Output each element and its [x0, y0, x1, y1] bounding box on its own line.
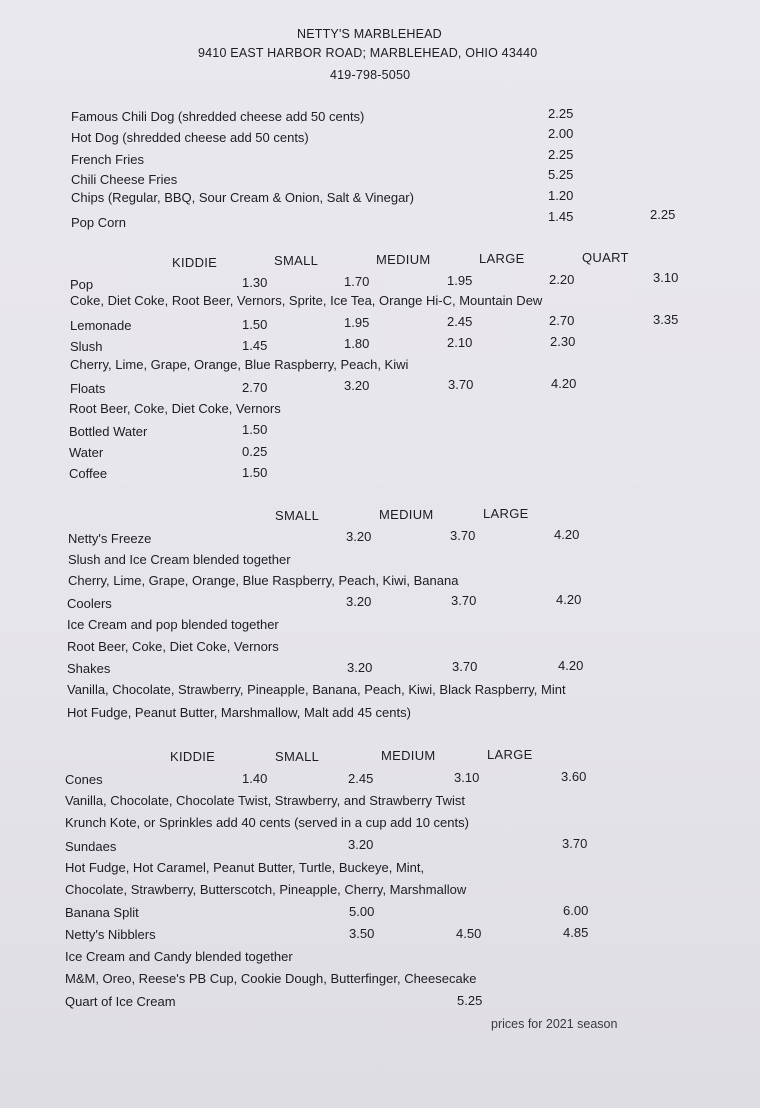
- menu-item-price: 1.50: [242, 317, 268, 332]
- menu-item-label: Slush: [70, 339, 103, 354]
- menu-item-label: Water: [69, 445, 104, 460]
- menu-item-description: Ice Cream and pop blended together: [67, 617, 279, 632]
- menu-item-price: 4.20: [558, 658, 584, 673]
- column-header: MEDIUM: [376, 252, 431, 267]
- menu-item-price: 1.45: [548, 209, 574, 224]
- menu-item-price: 1.50: [242, 465, 268, 480]
- column-header: LARGE: [479, 251, 525, 266]
- menu-item-price: 3.50: [349, 926, 375, 941]
- menu-item-price: 3.70: [448, 377, 474, 392]
- menu-item-price: 2.45: [447, 314, 473, 329]
- menu-item-price: 3.60: [561, 769, 587, 784]
- menu-item-price: 2.20: [549, 272, 575, 287]
- menu-item-price: 3.20: [344, 378, 370, 393]
- menu-item-label: Chili Cheese Fries: [71, 172, 178, 187]
- column-header: QUART: [582, 250, 629, 265]
- menu-item-price: 2.10: [447, 335, 473, 350]
- menu-item-price: 3.20: [346, 529, 372, 544]
- menu-item-price: 3.10: [653, 270, 679, 285]
- menu-item-price: 2.25: [548, 106, 574, 121]
- menu-item-label: Banana Split: [65, 905, 139, 920]
- menu-item-label: Quart of Ice Cream: [65, 994, 176, 1009]
- restaurant-address: 9410 EAST HARBOR ROAD; MARBLEHEAD, OHIO 43440: [198, 46, 538, 60]
- menu-item-price: 1.45: [242, 338, 268, 353]
- menu-item-flavors: M&M, Oreo, Reese's PB Cup, Cookie Dough, Butterfinger, Cheesecake: [65, 971, 477, 986]
- menu-item-label: Chips (Regular, BBQ, Sour Cream & Onion, Salt & Vinegar): [71, 190, 414, 205]
- menu-item-label: Hot Dog (shredded cheese add 50 cents): [71, 130, 309, 145]
- menu-item-price: 2.70: [242, 380, 268, 395]
- menu-item-price: 3.35: [653, 312, 679, 327]
- menu-item-label: Netty's Nibblers: [65, 927, 156, 942]
- menu-item-flavors: Root Beer, Coke, Diet Coke, Vernors: [69, 401, 281, 416]
- menu-item-price: 2.25: [650, 207, 676, 222]
- menu-item-label: Lemonade: [70, 318, 132, 333]
- menu-item-label: Sundaes: [65, 839, 117, 854]
- menu-item-label: Bottled Water: [69, 424, 148, 439]
- menu-item-price: 6.00: [563, 903, 589, 918]
- menu-item-price: 2.25: [548, 147, 574, 162]
- season-note: prices for 2021 season: [491, 1017, 618, 1031]
- menu-item-price: 3.70: [562, 836, 588, 851]
- menu-item-price: 3.70: [452, 659, 478, 674]
- menu-item-price: 3.70: [450, 528, 476, 543]
- column-header: MEDIUM: [379, 507, 434, 522]
- menu-item-price: 4.50: [456, 926, 482, 941]
- menu-item-flavors: Cherry, Lime, Grape, Orange, Blue Raspberry, Peach, Kiwi: [70, 357, 409, 372]
- menu-item-price: 2.45: [348, 771, 374, 786]
- menu-item-price: 1.20: [548, 188, 574, 203]
- menu-item-price: 1.70: [344, 274, 370, 289]
- menu-item-flavors: Vanilla, Chocolate, Strawberry, Pineapple, Banana, Peach, Kiwi, Black Raspberry, Mint: [67, 682, 566, 697]
- menu-item-flavors: Coke, Diet Coke, Root Beer, Vernors, Sprite, Ice Tea, Orange Hi-C, Mountain Dew: [70, 293, 543, 308]
- column-header: SMALL: [274, 253, 319, 268]
- menu-item-label: Floats: [70, 381, 106, 396]
- menu-item-price: 5.00: [349, 904, 375, 919]
- menu-item-price: 4.20: [551, 376, 577, 391]
- column-header: SMALL: [275, 749, 320, 764]
- menu-item-price: 2.70: [549, 313, 575, 328]
- menu-item-price: 1.30: [242, 275, 268, 290]
- menu-item-price: 4.20: [556, 592, 582, 607]
- menu-item-label: Pop Corn: [71, 215, 126, 230]
- menu-item-description: Slush and Ice Cream blended together: [68, 552, 291, 567]
- column-header: KIDDIE: [170, 749, 216, 764]
- menu-item-flavors: Cherry, Lime, Grape, Orange, Blue Raspberry, Peach, Kiwi, Banana: [68, 573, 459, 588]
- restaurant-phone: 419-798-5050: [330, 68, 411, 82]
- menu-item-label: French Fries: [71, 152, 144, 167]
- menu-item-label: Netty's Freeze: [68, 531, 152, 546]
- menu-item-flavors: Hot Fudge, Hot Caramel, Peanut Butter, Turtle, Buckeye, Mint,: [65, 860, 425, 875]
- menu-item-price: 1.80: [344, 336, 370, 351]
- menu-item-label: Pop: [70, 277, 94, 292]
- menu-item-price: 5.25: [548, 167, 574, 182]
- menu-item-price: 5.25: [457, 993, 483, 1008]
- menu-item-price: 3.70: [451, 593, 477, 608]
- menu-item-description: Ice Cream and Candy blended together: [65, 949, 293, 964]
- menu-item-flavors: Vanilla, Chocolate, Chocolate Twist, Strawberry, and Strawberry Twist: [65, 793, 466, 808]
- menu-item-price: 1.50: [242, 422, 268, 437]
- menu-item-price: 2.00: [548, 126, 574, 141]
- menu-item-label: Famous Chili Dog (shredded cheese add 50 cents): [71, 109, 365, 124]
- menu-item-label: Shakes: [67, 661, 111, 676]
- menu-item-label: Coolers: [67, 596, 112, 611]
- restaurant-name: NETTY'S MARBLEHEAD: [297, 27, 442, 41]
- column-header: MEDIUM: [381, 748, 436, 763]
- menu-item-price: 2.30: [550, 334, 576, 349]
- column-header: LARGE: [487, 747, 533, 762]
- menu-item-price: 1.95: [447, 273, 473, 288]
- menu-item-price: 3.20: [346, 594, 372, 609]
- menu-item-extras: Krunch Kote, or Sprinkles add 40 cents (served in a cup add 10 cents): [65, 815, 469, 830]
- column-header: KIDDIE: [172, 255, 218, 270]
- menu-item-price: 3.20: [347, 660, 373, 675]
- menu-item-price: 1.40: [242, 771, 268, 786]
- menu-item-price: 4.85: [563, 925, 589, 940]
- column-header: SMALL: [275, 508, 320, 523]
- menu-item-price: 3.20: [348, 837, 374, 852]
- menu-item-flavors: Chocolate, Strawberry, Butterscotch, Pineapple, Cherry, Marshmallow: [65, 882, 467, 897]
- menu-item-price: 0.25: [242, 444, 268, 459]
- menu-item-flavors: Root Beer, Coke, Diet Coke, Vernors: [67, 639, 279, 654]
- menu-item-price: 4.20: [554, 527, 580, 542]
- menu-item-price: 3.10: [454, 770, 480, 785]
- menu-item-price: 1.95: [344, 315, 370, 330]
- menu-item-label: Coffee: [69, 466, 108, 481]
- column-header: LARGE: [483, 506, 529, 521]
- menu-item-extras: Hot Fudge, Peanut Butter, Marshmallow, Malt add 45 cents): [67, 705, 411, 720]
- menu-item-label: Cones: [65, 772, 103, 787]
